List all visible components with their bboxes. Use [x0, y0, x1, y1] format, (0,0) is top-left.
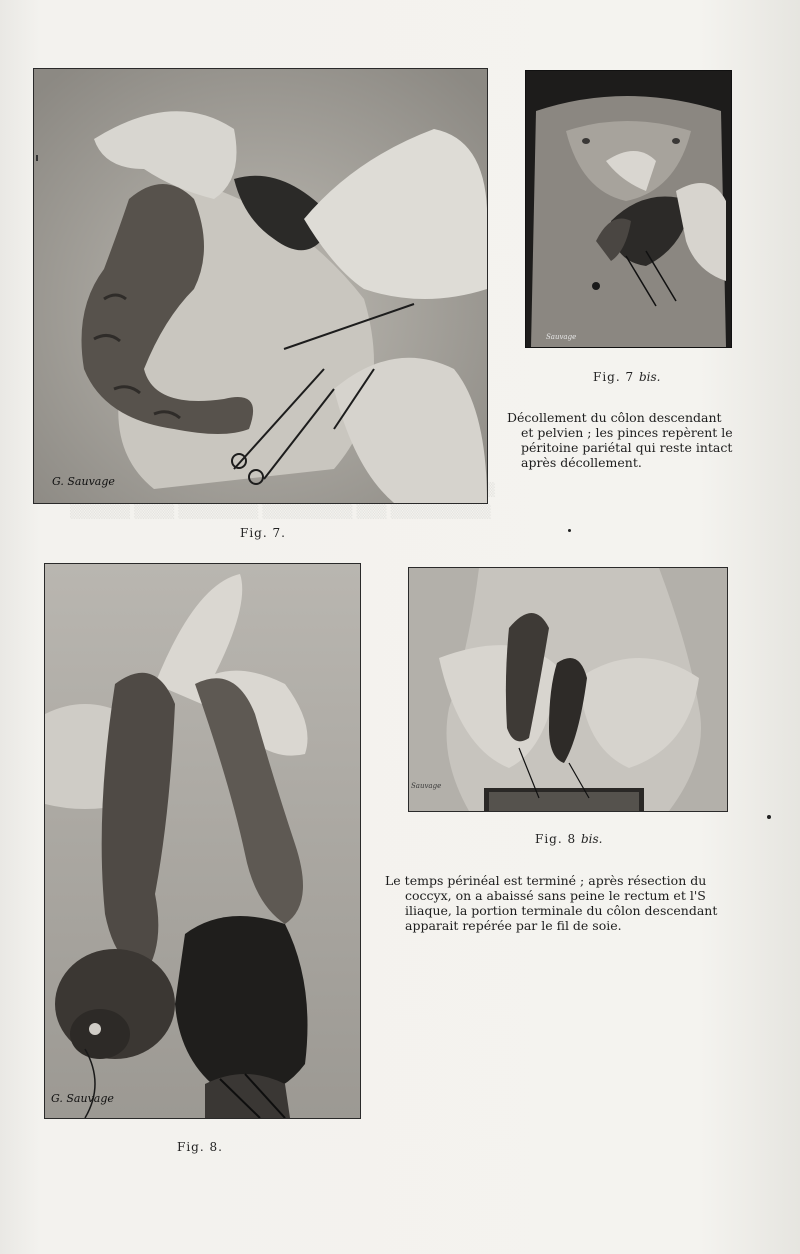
- figure-8-signature: G. Sauvage: [51, 1092, 114, 1105]
- margin-speck: [568, 529, 571, 532]
- figure-8bis-label: [535, 832, 602, 846]
- caption-line: Décollement du côlon descendant: [507, 410, 722, 425]
- figure-8-label: Fig. 8.: [177, 1140, 223, 1154]
- figure-8bis-plate: [408, 567, 728, 812]
- caption-line: péritoine pariétal qui reste intact: [521, 440, 733, 455]
- figure-7bis-caption: [507, 410, 755, 470]
- figure-7-signature: G. Sauvage: [52, 475, 115, 488]
- figure-8bis-image: [409, 568, 727, 811]
- show-through-text: ▒▒▒▒▒▒ ▒▒▒▒ ▒▒▒▒▒▒▒▒ ▒▒▒▒▒▒▒▒▒ ▒▒▒ ▒▒▒▒▒▒▒▒▒▒: [70, 505, 491, 520]
- figure-8bis-label-suffix: bis.: [580, 832, 603, 846]
- figure-8-plate: [44, 563, 361, 1119]
- figure-8bis-caption: [385, 873, 765, 933]
- figure-8bis-signature: Sauvage: [411, 782, 442, 790]
- caption-line: après décollement.: [521, 455, 642, 470]
- figure-7bis-label-prefix: Fig. 7: [593, 370, 635, 384]
- figure-7bis-image: [526, 71, 731, 347]
- caption-line: apparait repérée par le fil de soie.: [405, 918, 622, 933]
- figure-7bis-signature: Sauvage: [546, 333, 577, 341]
- margin-speck: [36, 155, 38, 161]
- figure-7-plate: [33, 68, 488, 504]
- caption-line: et pelvien ; les pinces repèrent le: [521, 425, 733, 440]
- figure-7bis-label: [593, 370, 660, 384]
- figure-7-image: [34, 69, 487, 503]
- figure-7bis-plate: [525, 70, 732, 348]
- caption-line: iliaque, la portion terminale du côlon descendant: [405, 903, 718, 918]
- margin-speck: [767, 815, 771, 819]
- caption-line: coccyx, on a abaissé sans peine le rectum et l'S: [405, 888, 706, 903]
- figure-7-label: Fig. 7.: [240, 526, 286, 540]
- figure-7bis-label-suffix: bis.: [638, 370, 661, 384]
- figure-8-image: [45, 564, 360, 1118]
- caption-line: Le temps périnéal est terminé ; après résection du: [385, 873, 707, 888]
- figure-8bis-label-prefix: Fig. 8: [535, 832, 577, 846]
